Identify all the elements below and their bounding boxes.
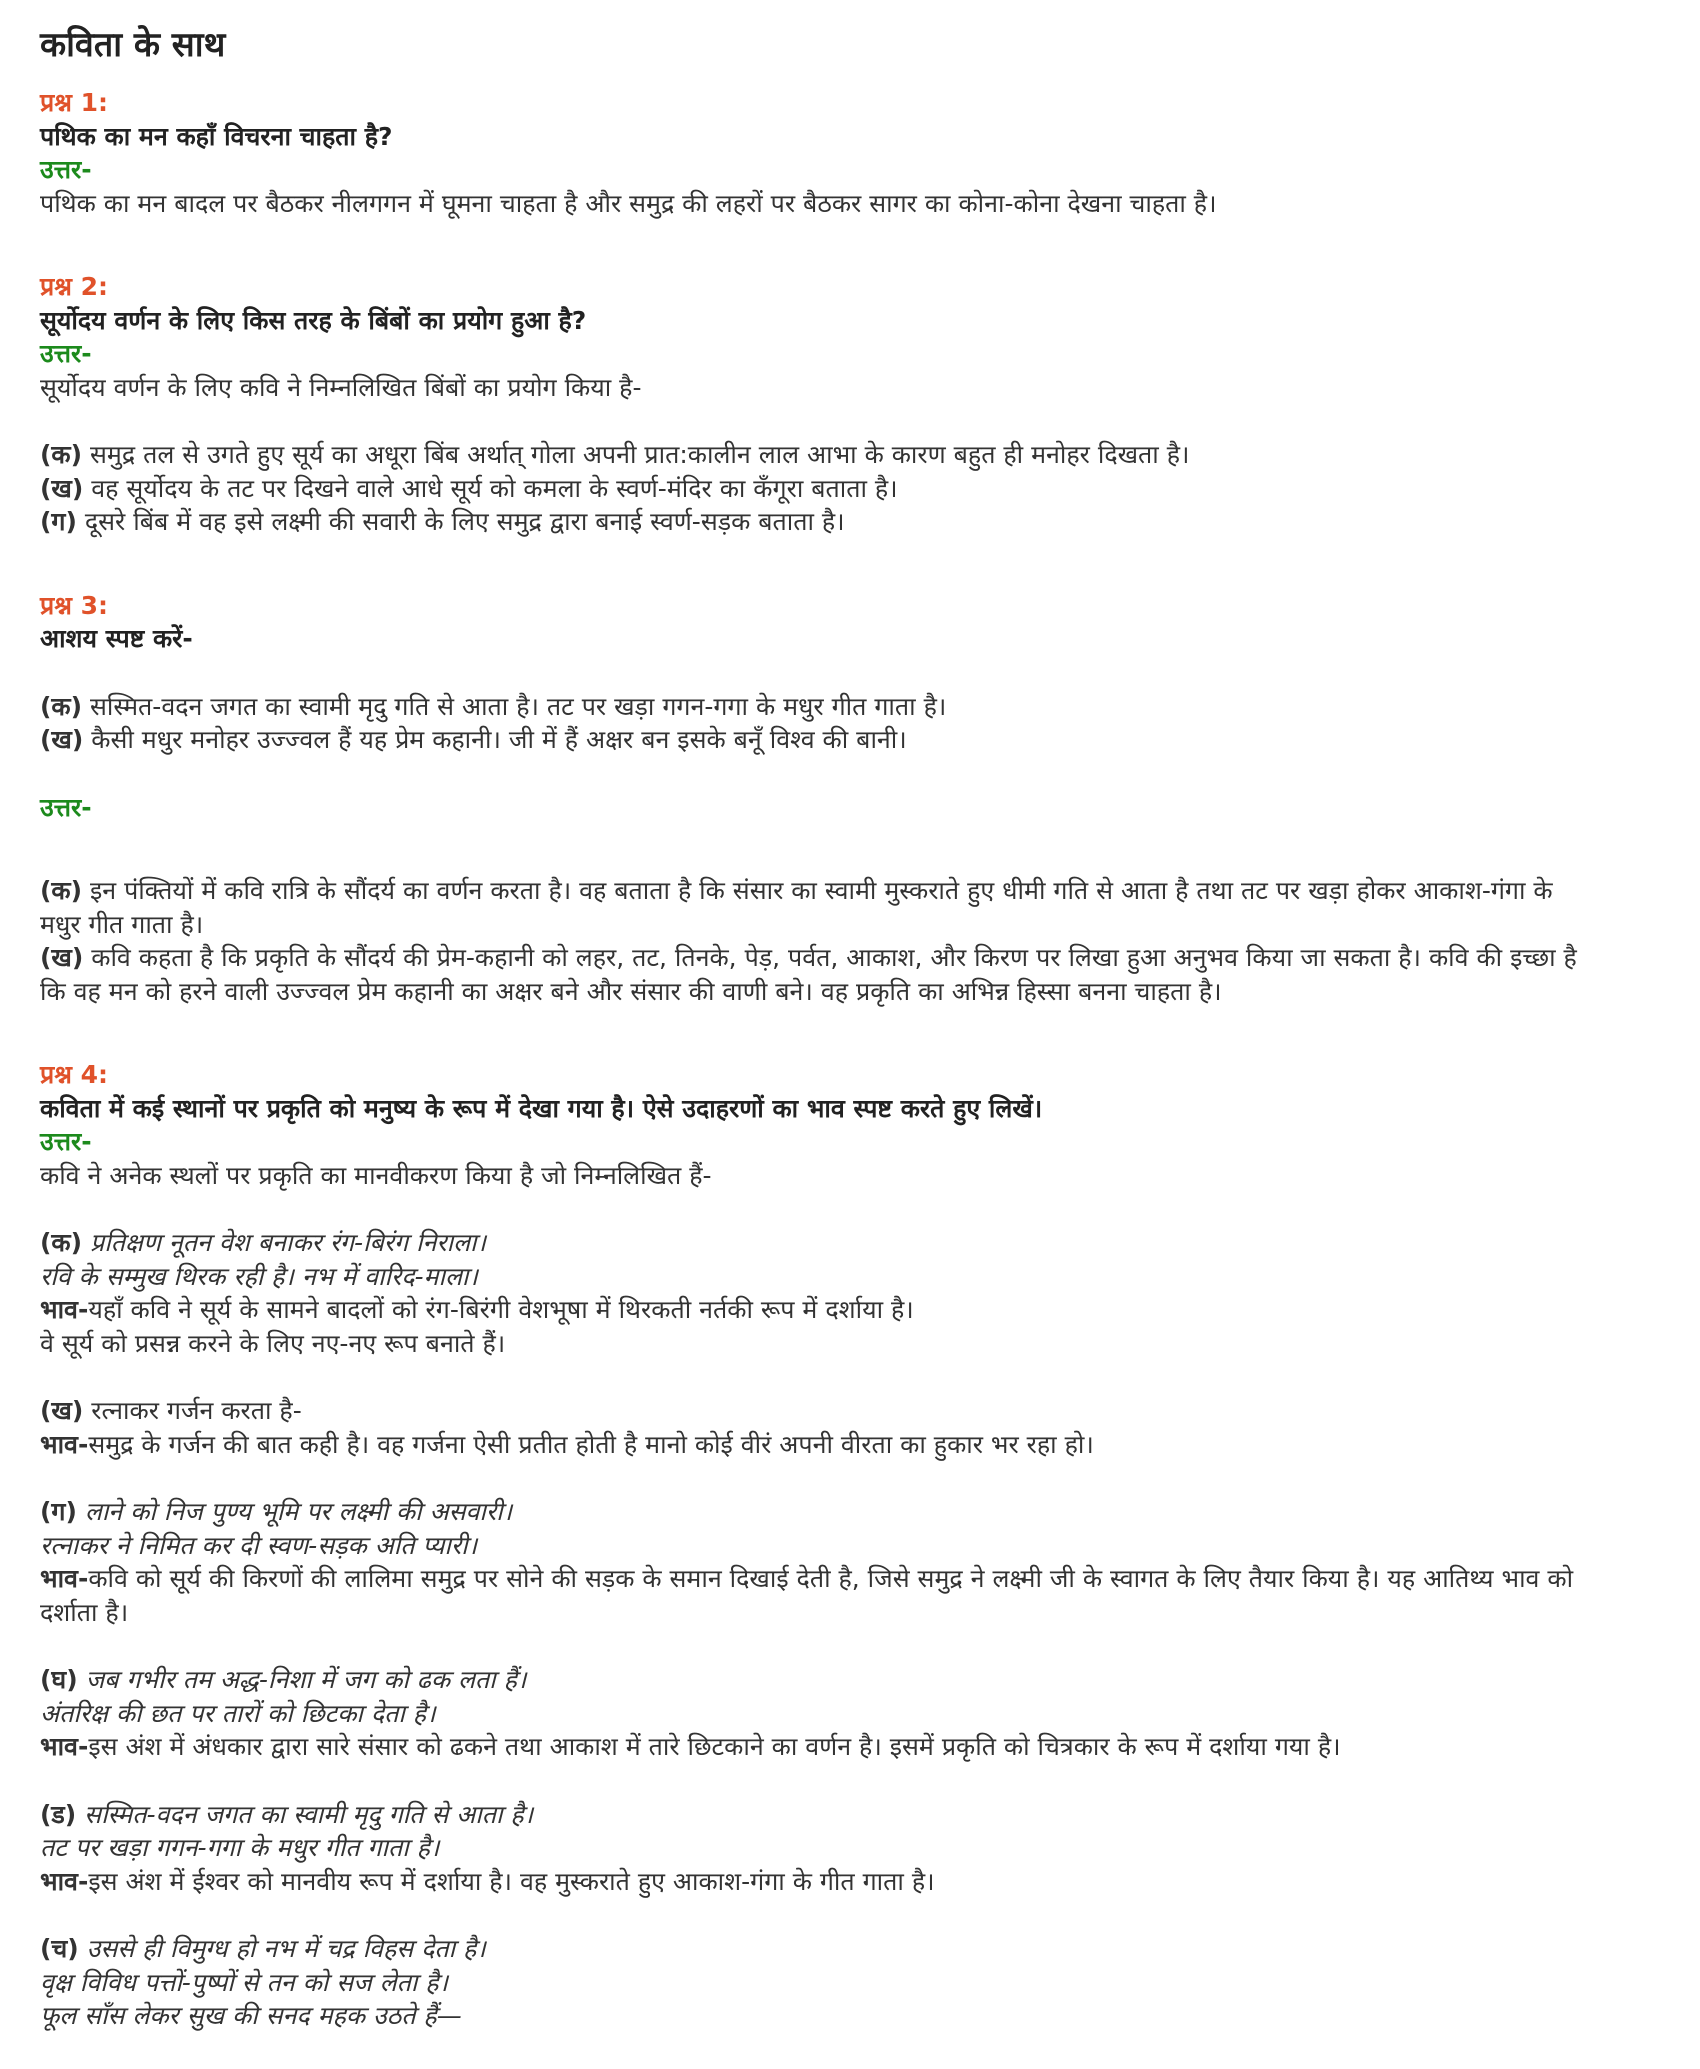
point-marker: (ग): [40, 507, 77, 536]
item-text: इन पंक्तियों में कवि रात्रि के सौंदर्य का वर्णन करता है। वह बताता है कि संसार का स्वामी मुस्कराते हुए धीमी गति से आता है तथा तट पर खड़ा होकर आकाश-गंगा के: [82, 876, 1553, 905]
example-marker: (घ): [40, 1665, 78, 1694]
bhav-text: कवि को सूर्य की किरणों की लालिमा समुद्र पर सोने की सड़क के समान दिखाई देती है, जिसे समुद्र ने लक्ष्मी जी के स्वागत के लिए तैयार किया है। यह आतिथ्य भाव को: [88, 1564, 1574, 1593]
bhav-label: भाव-: [40, 1429, 89, 1459]
answer-2-label: उत्तर-: [40, 339, 92, 368]
item-marker: (क): [40, 691, 83, 721]
example-gha-verse-2: अंतरिक्ष की छत पर तारों को छिटका देता है।: [40, 1698, 436, 1728]
example-marker: (क): [40, 1228, 83, 1257]
question-3-item: [40, 723, 1660, 757]
question-4-section: [40, 1058, 1660, 2033]
answer-3-item-cont: कि वह मन को हरने वाली उज्ज्वल प्रेम कहानी का अक्षर बने और संसार की वाणी बने। वह प्रकृति का अभिन्न हिस्सा बनना चाहता है।: [40, 976, 1222, 1006]
example-marker: (ड): [40, 1799, 77, 1829]
page-title: कविता के साथ: [40, 25, 226, 65]
example-da-verse: [40, 1798, 1660, 1832]
example-ka-verse: [40, 1226, 1660, 1260]
bhav-label: भाव-: [40, 1564, 89, 1593]
item-marker: (ख): [40, 725, 84, 754]
item-marker: (क): [40, 876, 83, 905]
bhav-label: भाव-: [40, 1732, 89, 1761]
point-text: समुद्र तल से उगते हुए सूर्य का अधूरा बिंब अर्थात् गोला अपनी प्रात:कालीन लाल आभा के कारण बहुत ही मनोहर दिखता है।: [82, 440, 1190, 469]
example-kha-bhav: [40, 1428, 1660, 1462]
question-1-text: पथिक का मन कहाँ विचरना चाहता है?: [40, 121, 393, 151]
example-ga-bhav: [40, 1562, 1660, 1596]
bhav-text: यहाँ कवि ने सूर्य के सामने बादलों को रंग-बिरंगी वेशभूषा में थिरकती नर्तकी रूप में दर्शाया है।: [88, 1295, 914, 1324]
question-4-text: कविता में कई स्थानों पर प्रकृति को मनुष्य के रूप में देखा गया है। ऐसे उदाहरणों का भाव स्पष्ट करते हुए लिखें।: [40, 1093, 1043, 1123]
point-text: वह सूर्योदय के तट पर दिखने वाले आधे सूर्य को कमला के स्वर्ण-मंदिर का कँगूरा बताता है।: [83, 473, 898, 503]
example-marker: (च): [40, 1934, 79, 1963]
answer-2-point: [40, 472, 1660, 506]
example-ka-bhav: [40, 1293, 1660, 1327]
answer-1-text: पथिक का मन बादल पर बैठकर नीलगगन में घूमना चाहता है और समुद्र की लहरों पर बैठकर सागर का कोना-कोना देखना चाहता है।: [40, 188, 1217, 218]
question-3-text: आशय स्पष्ट करें-: [40, 624, 193, 653]
answer-2-point: [40, 505, 1660, 539]
answer-1-label: उत्तर-: [40, 155, 92, 184]
answer-4-label: उत्तर-: [40, 1127, 92, 1156]
verse-text: प्रतिक्षण नूतन वेश बनाकर रंग-बिरंग निराला।: [82, 1228, 486, 1257]
answer-4-intro: कवि ने अनेक स्थलों पर प्रकृति का मानवीकरण किया है जो निम्नलिखित हैं-: [40, 1160, 712, 1190]
verse-text: लाने को निज पुण्य भूमि पर लक्ष्मी की असवारी।: [76, 1497, 513, 1526]
point-marker: (क): [40, 440, 83, 469]
example-ga-verse: [40, 1495, 1660, 1529]
example-ga-verse-2: रत्नाकर ने निमित कर दी स्वण-सड़क अति प्यारी।: [40, 1530, 478, 1560]
question-4-label: प्रश्न 4:: [40, 1060, 108, 1089]
example-cha-verse: [40, 1932, 1660, 1966]
question-1-label: प्रश्न 1:: [40, 88, 108, 117]
question-3-item: [40, 690, 1660, 724]
item-text: सस्मित-वदन जगत का स्वामी मृदु गति से आता है। तट पर खड़ा गगन-गगा के मधुर गीत गाता है।: [82, 691, 947, 721]
question-2-text: सूर्योदय वर्णन के लिए किस तरह के बिंबों का प्रयोग हुआ है?: [40, 305, 587, 335]
bhav-text: समुद्र के गर्जन की बात कही है। वह गर्जना ऐसी प्रतीत होती है मानो कोई वीरं अपनी वीरता का हुकार भर रहा हो।: [88, 1429, 1094, 1459]
verse-text: सस्मित-वदन जगत का स्वामी मृदु गति से आता है।: [76, 1799, 534, 1829]
question-1-section: [40, 86, 1660, 220]
answer-2-point: [40, 438, 1660, 472]
answer-3-label: उत्तर-: [40, 792, 92, 822]
verse-text: उससे ही विमुग्ध हो नभ में चद्र विहस देता है।: [78, 1934, 486, 1963]
question-3-section: [40, 589, 1660, 1009]
point-text: दूसरे बिंब में वह इसे लक्ष्मी की सवारी के लिए समुद्र द्वारा बनाई स्वर्ण-सड़क बताता है।: [76, 507, 845, 536]
example-marker: (ख): [40, 1396, 84, 1425]
example-da-verse-2: तट पर खड़ा गगन-गगा के मधुर गीत गाता है।: [40, 1833, 440, 1862]
example-ka-verse-2: रवि के सम्मुख थिरक रही है। नभ में वारिद-माला।: [40, 1261, 478, 1291]
item-text: कवि कहता है कि प्रकृति के सौंदर्य की प्रेम-कहानी को लहर, तट, तिनके, पेड़, पर्वत, आकाश, और किरण पर लिखा हुआ अनुभव किया जा सकता है। कवि की इच्छा है: [83, 943, 1577, 972]
verse-text: जब गभीर तम अद्ध-निशा में जग को ढक लता हैं।: [77, 1665, 527, 1694]
example-marker: (ग): [40, 1497, 77, 1526]
verse-text: रत्नाकर गर्जन करता है-: [83, 1396, 302, 1425]
example-cha-verse-3: फूल साँस लेकर सुख की सनद महक उठते हैं—: [40, 2001, 462, 2030]
example-gha-verse: [40, 1663, 1660, 1697]
answer-2-intro: सूर्योदय वर्णन के लिए कवि ने निम्नलिखित बिंबों का प्रयोग किया है-: [40, 372, 642, 402]
question-3-label: प्रश्न 3:: [40, 590, 108, 620]
example-cha-verse-2: वृक्ष विविध पत्तों-पुष्पों से तन को सज लेता है।: [40, 1967, 448, 1997]
example-gha-bhav: [40, 1730, 1660, 1764]
example-da-bhav: [40, 1865, 1660, 1899]
answer-3-item: [40, 874, 1660, 908]
bhav-text: इस अंश में अंधकार द्वारा सारे संसार को ढकने तथा आकाश में तारे छिटकाने का वर्णन है। इसमें प्रकृति को चित्रकार के रूप में दर्शाया गया है।: [88, 1732, 1341, 1761]
example-ka-bhav-2: वे सूर्य को प्रसन्न करने के लिए नए-नए रूप बनाते हैं।: [40, 1328, 506, 1358]
example-ga-bhav-2: दर्शाता है।: [40, 1597, 129, 1627]
bhav-label: भाव-: [40, 1866, 89, 1896]
bhav-text: इस अंश में ईश्वर को मानवीय रूप में दर्शाया है। वह मुस्कराते हुए आकाश-गंगा के गीत गाता है।: [88, 1866, 935, 1896]
example-kha-verse: [40, 1394, 1660, 1428]
answer-3-item-cont: मधुर गीत गाता है।: [40, 909, 204, 939]
question-2-section: [40, 270, 1660, 539]
item-text: कैसी मधुर मनोहर उज्ज्वल हैं यह प्रेम कहानी। जी में हैं अक्षर बन इसके बनूँ विश्व की बानी।: [83, 725, 907, 754]
item-marker: (ख): [40, 943, 84, 972]
bhav-label: भाव-: [40, 1295, 89, 1324]
question-2-label: प्रश्न 2:: [40, 272, 108, 301]
answer-3-item: [40, 941, 1660, 975]
point-marker: (ख): [40, 473, 84, 503]
